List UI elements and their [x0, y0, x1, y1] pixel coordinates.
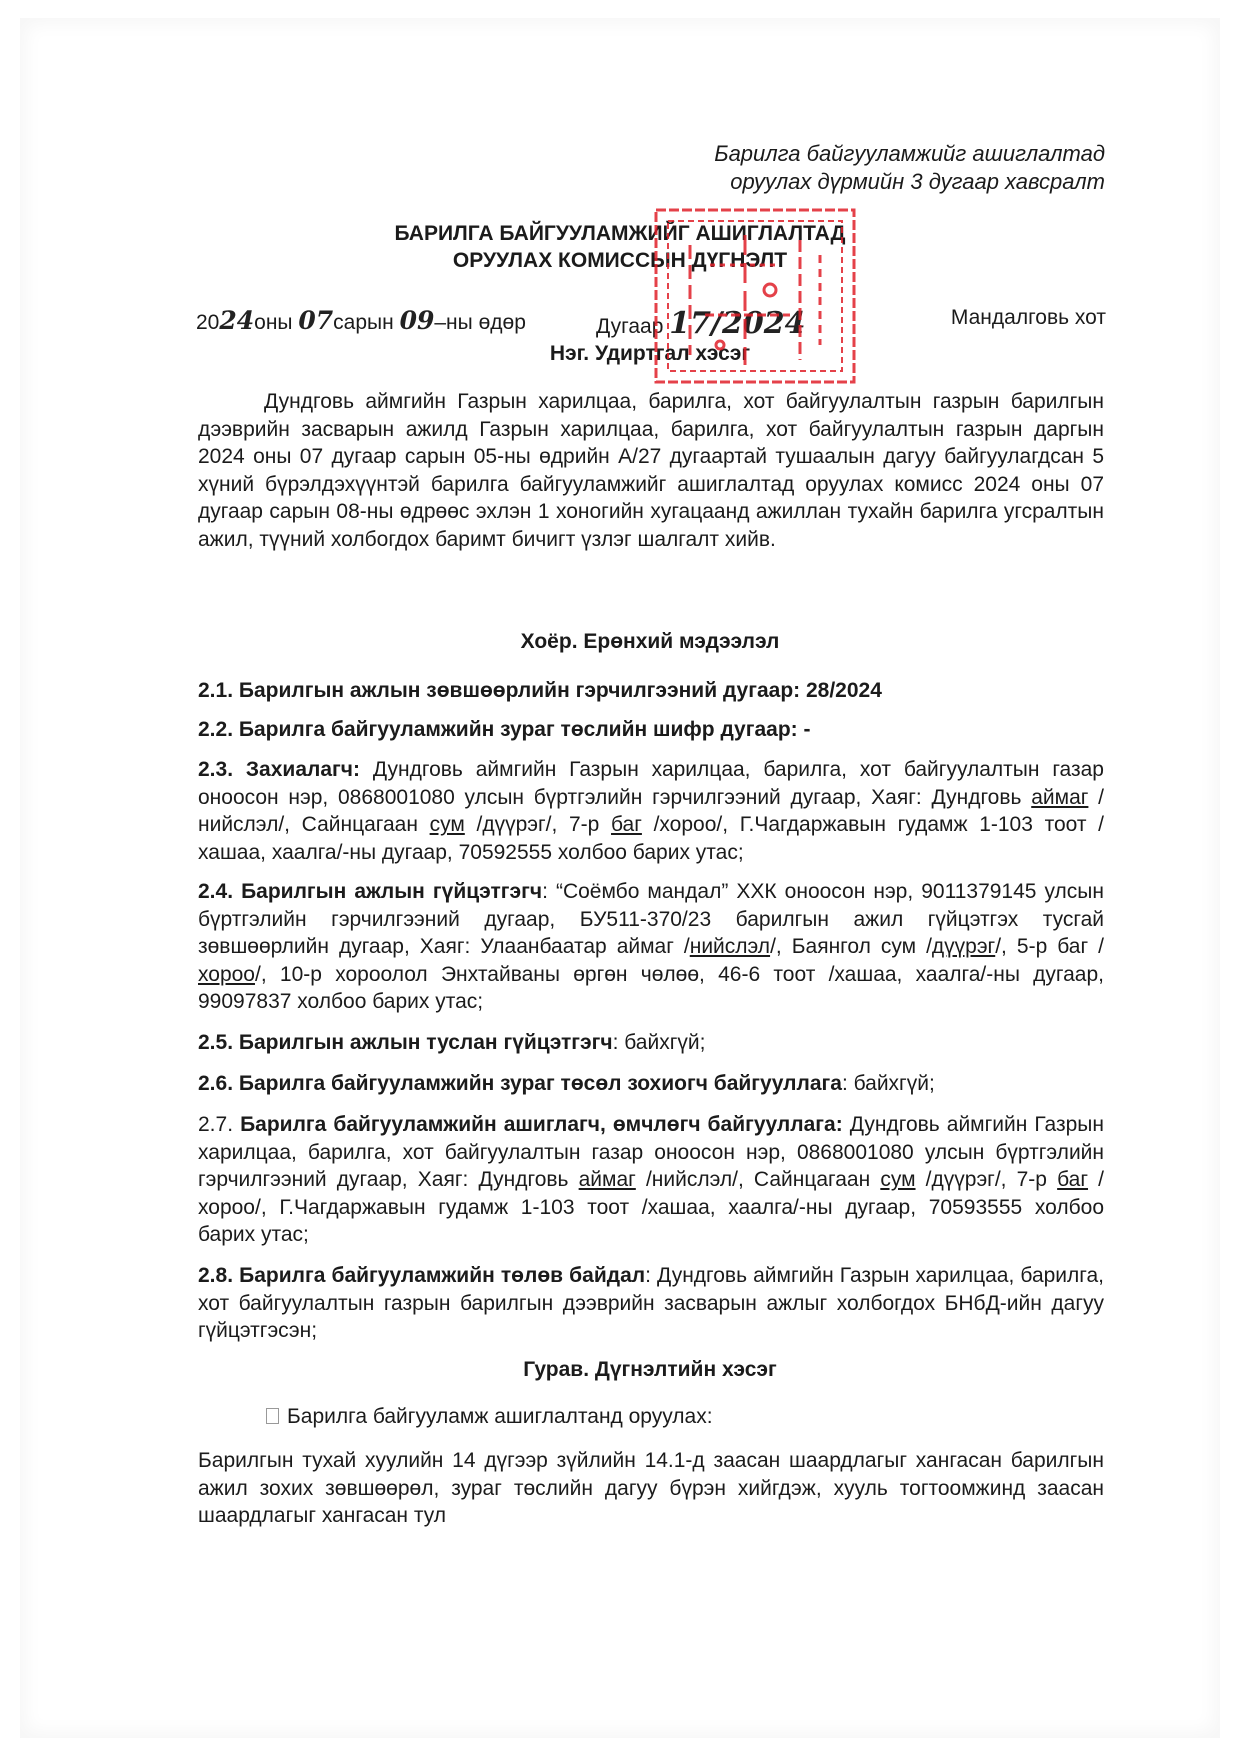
conclusion-check-line	[266, 1405, 713, 1429]
item-2-1	[198, 677, 1104, 705]
item-2-7-sum: сум	[880, 1168, 916, 1191]
item-2-2-text: 2.2. Барилга байгууламжийн зураг төслийн шифр дугаар: -	[198, 718, 811, 741]
handwritten-day: 09	[399, 306, 435, 335]
item-2-4-label: 2.4. Барилгын ажлын гүйцэтгэгч	[198, 880, 543, 903]
item-2-6-label: 2.6. Барилга байгууламжийн зураг төсөл зохиогч байгууллага	[198, 1072, 842, 1095]
item-2-1-text: 2.1. Барилгын ажлын зөвшөөрлийн гэрчилгээний дугаар: 28/2024	[198, 679, 882, 702]
item-2-3-bag: баг	[611, 813, 642, 836]
number-label: Дугаар	[596, 315, 664, 338]
section-1-heading: Нэг. Удиртгал хэсэг	[549, 342, 751, 365]
item-2-7-text-b: /нийслэл/, Сайнцагаан	[635, 1168, 881, 1191]
handwritten-year: 24	[219, 306, 255, 335]
item-2-6-value: : байхгүй;	[841, 1072, 935, 1095]
item-2-7-text-d: /хороо/, Г.Чагдаржавын гудамж 1-103 тоот /хашаа, хаалга/-ны дугаар, 70593555 холбоо барих утас;	[198, 1168, 1104, 1246]
item-2-8-value: : Дундговь аймгийн Газрын харилцаа, барилга, хот байгуулалтын газрын барилгын дээврийн засварын ажлыг холбогдох БНбД-ийн дагуу гүйцэтгэсэн;	[198, 1264, 1104, 1342]
section-3-body: Барилгын тухай хуулийн 14 дүгээр зүйлийн 14.1-д заасан шаардлагыг хангасан барилгын ажил зохих зөвшөөрөл, зураг төслийн дагуу бүрэн хийгдэж, хууль тогтоомжинд заасан шаардлагыг хангасан тул	[198, 1449, 1104, 1527]
city-field: Мандалговь хот	[950, 306, 1106, 329]
year-prefix: 20	[196, 311, 220, 334]
appendix-note	[545, 140, 1105, 196]
item-2-7-text-c: /дүүрэг/, 7-р	[915, 1168, 1058, 1191]
item-2-3-label: 2.3. Захиалагч:	[198, 758, 360, 781]
item-2-3-text-d: /хороо/, Г.Чагдаржавын гудамж 1-103 тоот /хашаа, хаалга/-ны дугаар, 70592555 холбоо барих утас;	[198, 813, 1104, 864]
item-2-7-text-a: Дундговь аймгийн Газрын харилцаа, барилга, хот байгуулалтын газар оноосон нэр, 0868001080 улсын бүртгэлийн гэрчилгээний дугаар, Хаяг: Дундговь	[198, 1113, 1104, 1191]
item-2-8	[198, 1262, 1104, 1345]
section-3-heading: Гурав. Дүгнэлтийн хэсэг	[523, 1358, 777, 1381]
item-2-4	[198, 878, 1104, 1016]
item-2-7	[198, 1111, 1104, 1249]
item-2-8-label: 2.8. Барилга байгууламжийн төлөв байдал	[198, 1264, 646, 1287]
checkbox-icon	[266, 1408, 279, 1424]
item-2-5	[198, 1029, 1104, 1057]
item-2-5-value: : байхгүй;	[612, 1031, 706, 1054]
item-2-3-sum: сум	[429, 813, 465, 836]
section-2-heading: Хоёр. Ерөнхий мэдээлэл	[520, 630, 780, 653]
title-line-2: ОРУУЛАХ КОМИССЫН ДҮГНЭЛТ	[452, 249, 788, 272]
item-2-3-aimag: аймаг	[1031, 785, 1089, 809]
item-2-4-duureg: дүүрэг	[931, 935, 996, 958]
title-line-1: БАРИЛГА БАЙГУУЛАМЖИЙГ АШИГЛАЛТАД	[394, 222, 846, 245]
year-suffix: оны	[254, 311, 293, 334]
item-2-4-text-b: /, Баянгол сум /	[770, 935, 932, 958]
item-2-3	[198, 756, 1104, 866]
appendix-line-2: оруулах дүрмийн 3 дугаар хавсралт	[730, 169, 1105, 194]
item-2-6	[198, 1070, 1104, 1098]
item-2-4-khoroo: хороо	[198, 962, 255, 986]
item-2-5-label: 2.5. Барилгын ажлын туслан гүйцэтгэгч	[198, 1031, 613, 1054]
handwritten-number: 17/2024	[669, 306, 806, 341]
item-2-7-bag: баг	[1057, 1168, 1089, 1191]
item-2-3-text-a: Дундговь аймгийн Газрын харилцаа, барилга, хот байгуулалтын газар оноосон нэр, 0868001080 улсын бүртгэлийн гэрчилгээний дугаар, Хаяг: Дундговь	[198, 758, 1104, 809]
section-1-body: Дундговь аймгийн Газрын харилцаа, барилга, хот байгуулалтын газрын барилгын дээврийн засварын ажилд Газрын харилцаа, барилга, хот байгуулалтын газрын даргын 2024 оны 07 дугаар сарын 05-ны өдрийн А/27 дугаартай тушаалын дагуу байгуулагдсан 5 хүний бүрэлдэхүүнтэй барилга байгууламжийг ашиглалтад оруулах комисс 2024 оны 07 дугаар сарын 08-ны өдрөөс эхлэн 1 хоногийн хугацаанд ажиллан тухайн барилга угсралтын ажил, түүний холбогдох баримт бичигт үзлэг шалгалт хийв.	[198, 390, 1104, 551]
item-2-7-number: 2.7.	[198, 1113, 241, 1136]
document-title	[200, 220, 1040, 274]
day-suffix: –ны өдөр	[434, 311, 526, 334]
item-2-2	[198, 716, 1104, 744]
item-2-4-niislel: нийслэл	[689, 935, 771, 958]
month-suffix: сарын	[333, 311, 394, 334]
item-2-7-label: Барилга байгууламжийн ашиглагч, өмчлөгч байгууллага:	[240, 1113, 843, 1136]
handwritten-month: 07	[298, 306, 334, 335]
item-2-4-text-a: : “Соёмбо мандал” ХХК оноосон нэр, 9011379145 улсын бүртгэлийн гэрчилгээний дугаар, БУ511-370/23 барилгын ажил гүйцэтгэх тусгай зөвшөөрлийн дугаар, Хаяг: Улаанбаатар аймаг /	[198, 880, 1105, 958]
conclusion-check-label: Барилга байгууламж ашиглалтанд оруулах:	[287, 1405, 713, 1428]
item-2-7-aimag: аймаг	[578, 1168, 636, 1191]
date-field	[196, 306, 526, 335]
number-field	[596, 306, 805, 341]
item-2-3-text-b: /нийслэл/, Сайнцагаан	[198, 785, 1104, 836]
item-2-4-text-d: /, 10-р хороолол Энхтайваны өргөн чөлөө, 46-6 тоот /хашаа, хаалга/-ны дугаар, 99097837 холбоо барих утас;	[198, 962, 1104, 1013]
item-2-3-text-c: /дүүрэг/, 7-р	[464, 813, 612, 836]
item-2-4-text-c: /, 5-р баг /	[995, 935, 1104, 958]
appendix-line-1: Барилга байгууламжийг ашиглалтад	[714, 141, 1105, 166]
date-number-line	[196, 302, 1106, 341]
